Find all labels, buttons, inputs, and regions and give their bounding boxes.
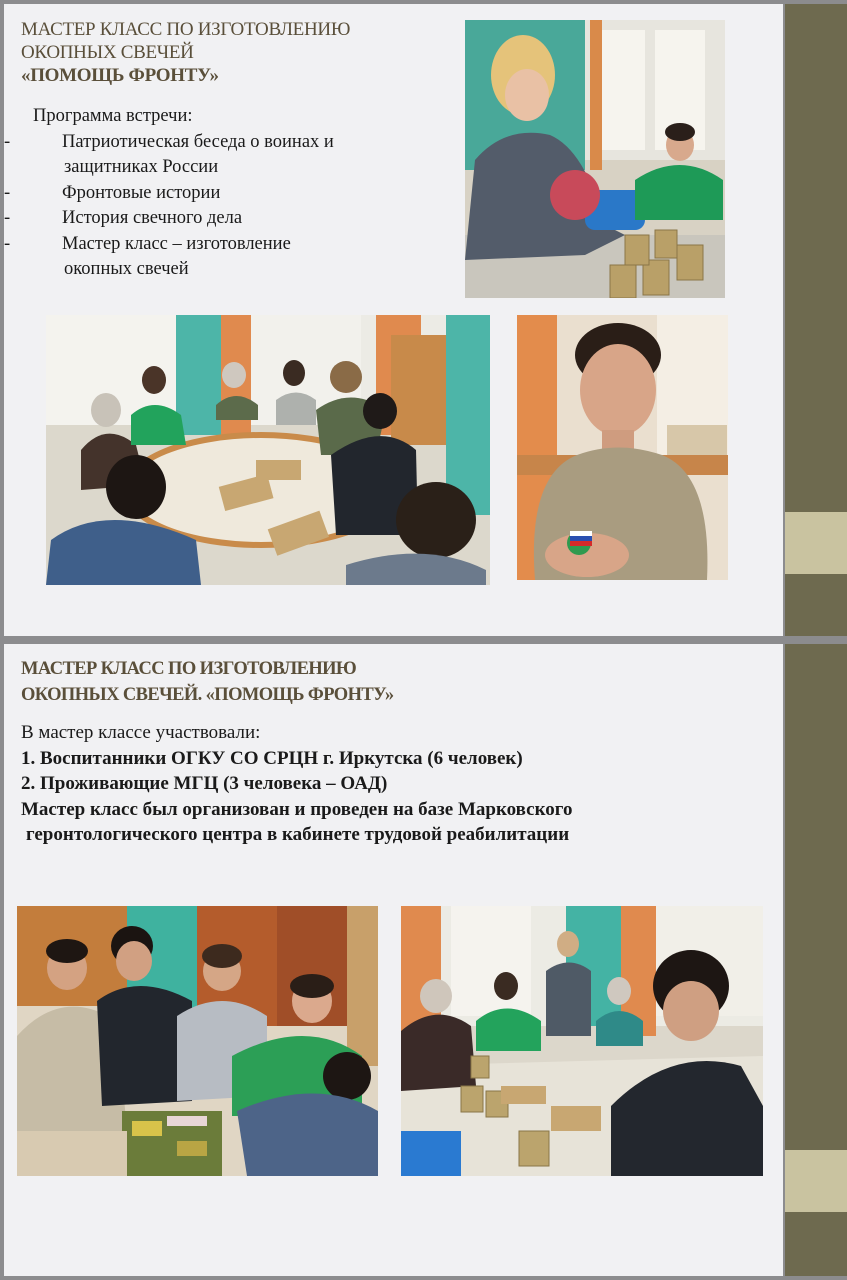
closing-line-2: геронтологического центра в кабинете трудовой реабилитации [26,824,570,845]
participants-item-1: 1. Воспитанники ОГКУ СО СРЦН г. Иркутска (6 человек) [21,747,523,769]
participants-intro: В мастер классе участвовали: [21,722,261,743]
slide-1-title-line1: МАСТЕР КЛАСС ПО ИЗГОТОВЛЕНИЮ [21,19,351,40]
program-item-line1: Мастер класс – изготовление [62,233,291,254]
slide-2-title-line1: МАСТЕР КЛАСС ПО ИЗГОТОВЛЕНИЮ [21,659,357,679]
slide-2-title [21,656,394,708]
photo-workshop-table [401,906,763,1176]
photo-youth-group-box [17,906,378,1176]
program-item [4,130,334,181]
program-item [4,181,334,207]
bullet-dash: - [4,208,11,228]
slide-2-title-line2: ОКОПНЫХ СВЕЧЕЙ. «ПОМОЩЬ ФРОНТУ» [21,685,394,705]
program-list [4,104,334,283]
slide-1-sidebar [785,4,847,636]
sidebar-band [785,1150,847,1212]
program-item-line1: История свечного дела [62,208,243,228]
program-item-line2: окопных свечей [64,259,189,279]
photo-young-man-candle [517,315,728,580]
participants-item-2: 2. Проживающие МГЦ (3 человека – ОАД) [21,773,388,794]
program-item-line2: защитниках России [64,157,219,177]
photo-group-table [46,315,490,585]
program-item-line1: Фронтовые истории [62,182,221,203]
program-item [4,206,334,232]
slide-2-sidebar [785,644,847,1276]
photo-teacher-candles [465,20,725,298]
bullet-dash: - [4,182,11,203]
slide-2 [4,644,783,1276]
closing-line-1: Мастер класс был организован и проведен на базе Марковского [21,798,573,820]
program-item [4,232,334,283]
sidebar-band [785,512,847,574]
bullet-dash: - [4,233,11,254]
slide-1 [4,4,783,636]
slide-1-title-line2: ОКОПНЫХ СВЕЧЕЙ [21,42,194,63]
slide-1-subtitle: «ПОМОЩЬ ФРОНТУ» [21,65,219,86]
participants-text [21,720,572,848]
program-item-line1: Патриотическая беседа о воинах и [62,131,334,152]
program-heading: Программа встречи: [33,106,193,126]
bullet-dash: - [4,131,11,152]
slide-1-title [21,18,350,87]
